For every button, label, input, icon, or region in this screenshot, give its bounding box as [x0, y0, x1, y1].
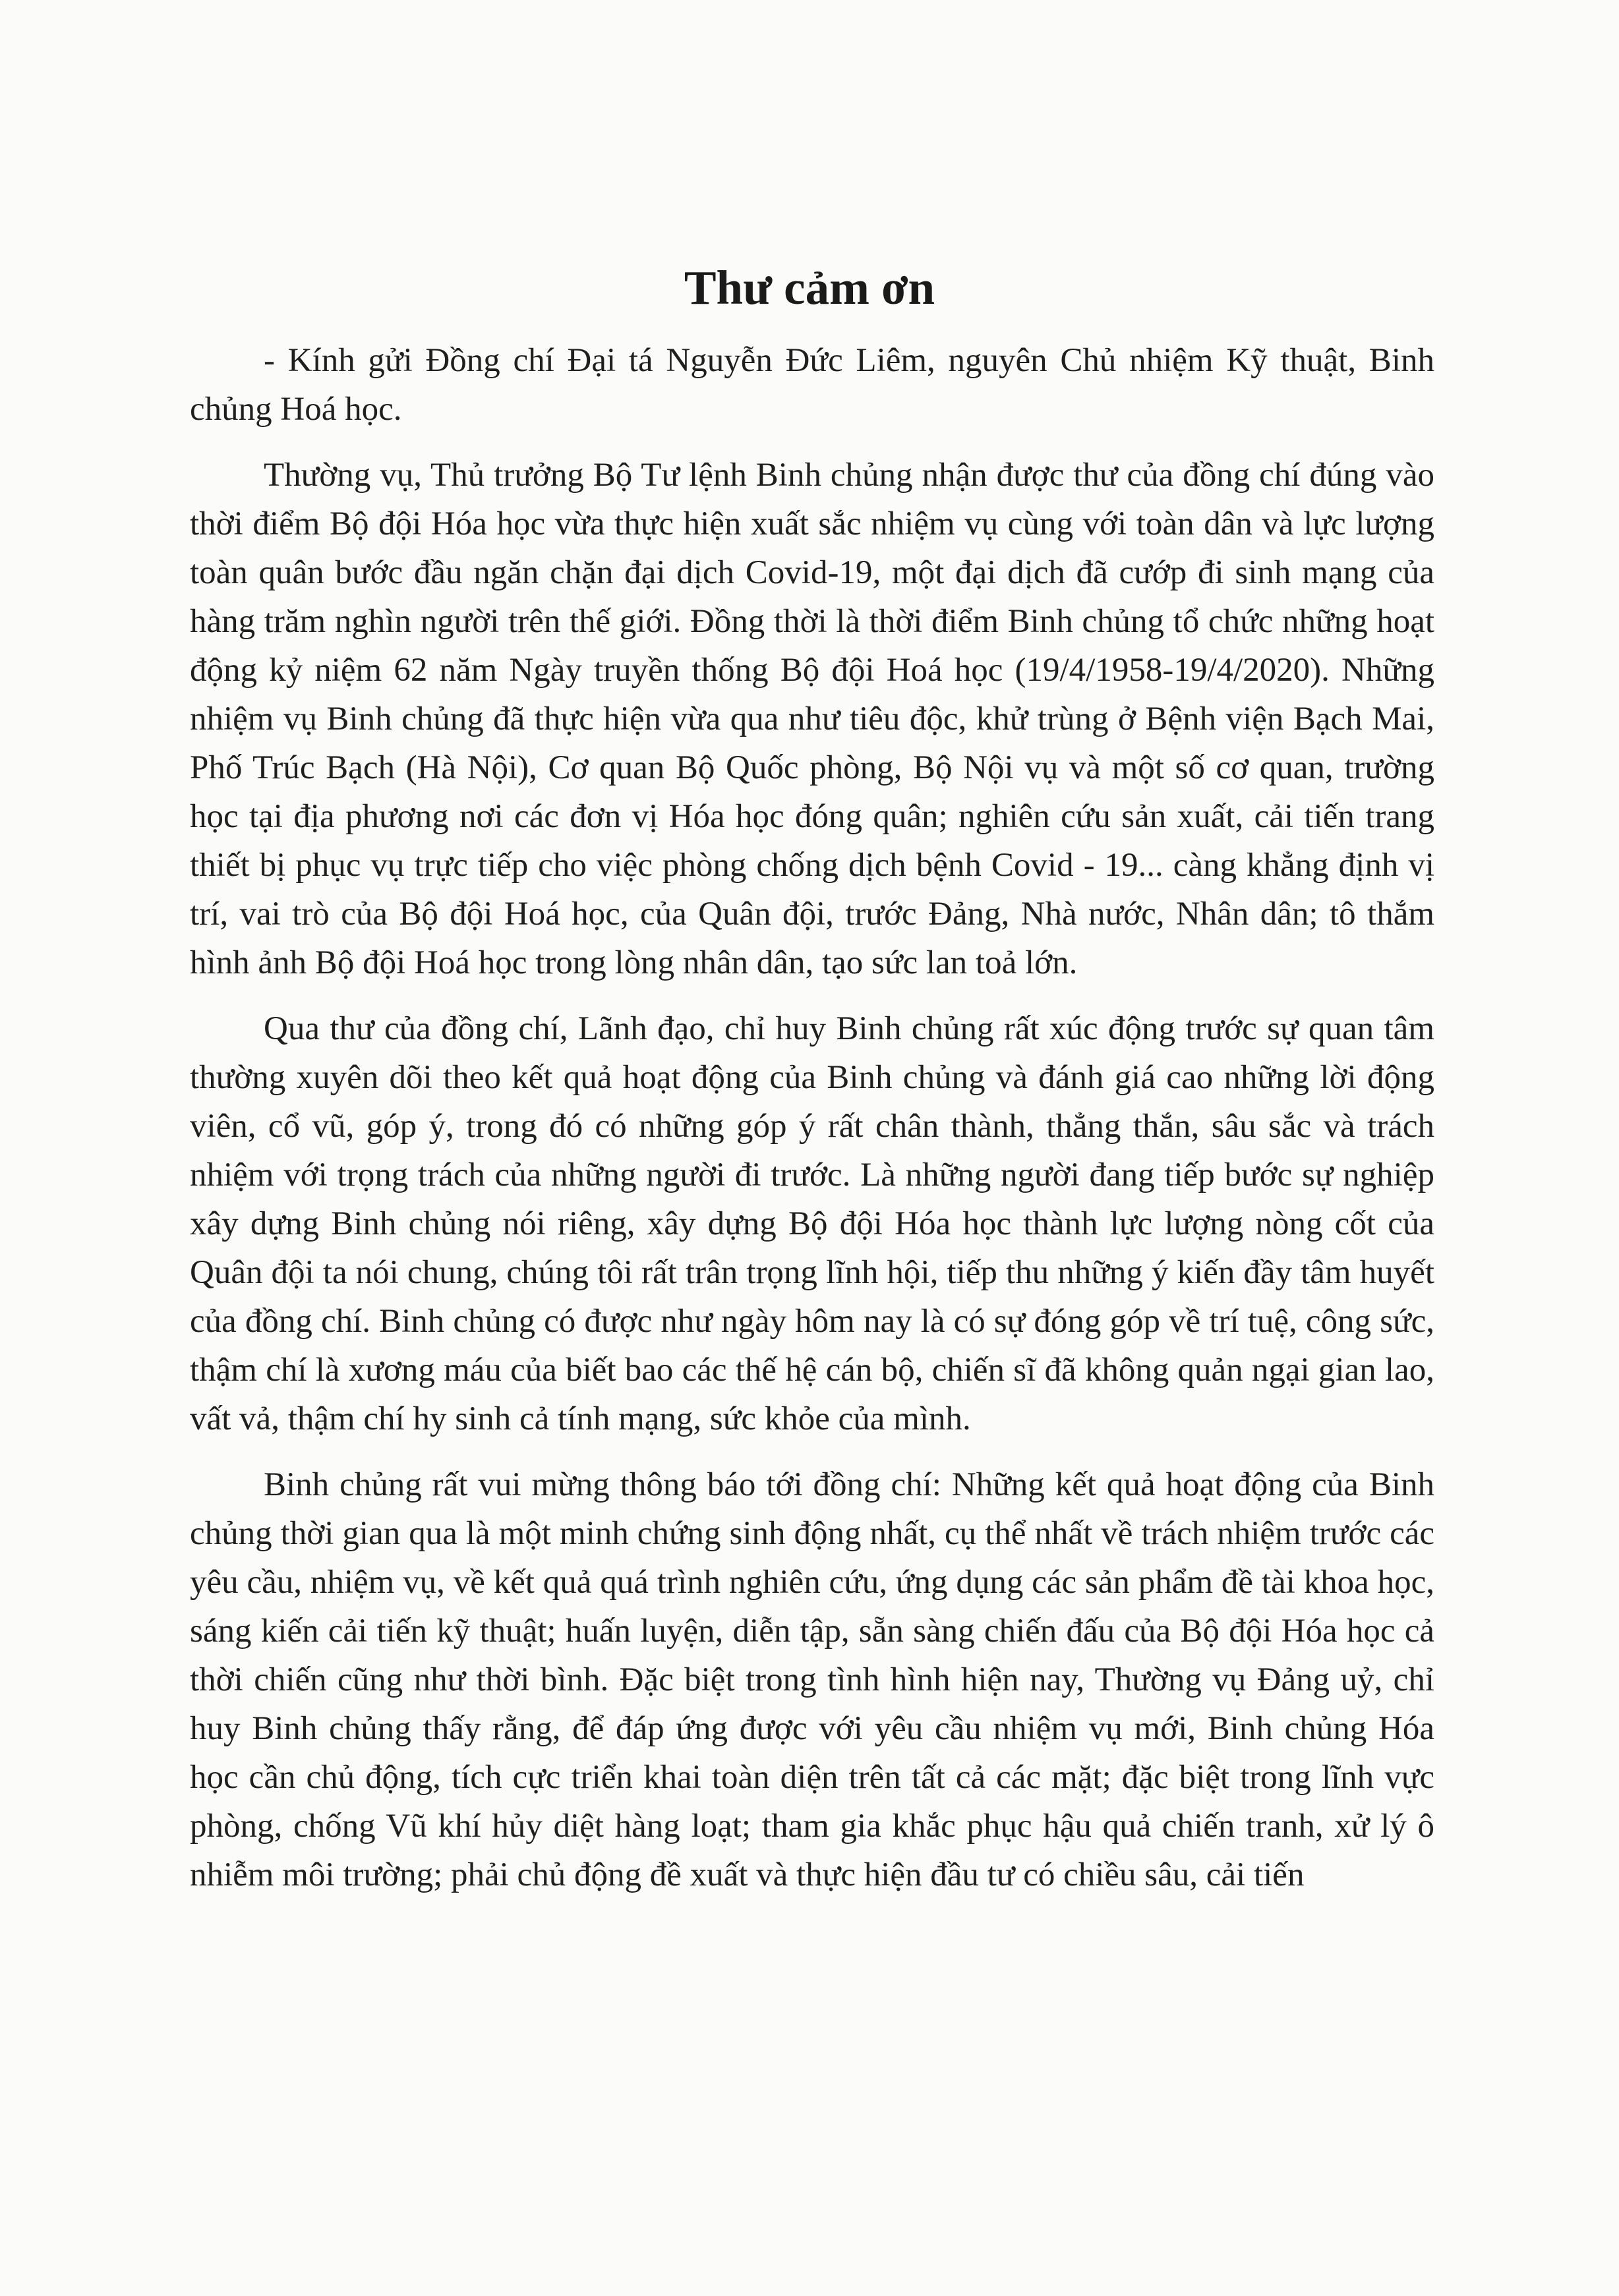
paragraph: Binh chủng rất vui mừng thông báo tới đồng chí: Những kết quả hoạt động của Binh chủng thời gian qua là một minh chứng sinh động nhất, cụ thể nhất về trách nhiệm trước các yêu cầu, nhiệm vụ, về kết quả quá trình nghiên cứu, ứng dụng các sản phẩm đề tài khoa học, sáng kiến cải tiến kỹ thuật; huấn luyện, diễn tập, sẵn sàng chiến đấu của Bộ đội Hóa học cả thời chiến cũng như thời bình. Đặc biệt trong tình hình hiện nay, Thường vụ Đảng uỷ, chỉ huy Binh chủng thấy rằng, để đáp ứng được với yêu cầu nhiệm vụ mới, Binh chủng Hóa học cần chủ động, tích cực triển khai toàn diện trên tất cả các mặt; đặc biệt trong lĩnh vực phòng, chống Vũ khí hủy diệt hàng loạt; tham gia khắc phục hậu quả chiến tranh, xử lý ô nhiễm môi trường; phải chủ động đề xuất và thực hiện đầu tư có chiều sâu, cải tiến [190, 1466, 1434, 1893]
paragraph: Thường vụ, Thủ trưởng Bộ Tư lệnh Binh chủng nhận được thư của đồng chí đúng vào thời điểm Bộ đội Hóa học vừa thực hiện xuất sắc nhiệm vụ cùng với toàn dân và lực lượng toàn quân bước đầu ngăn chặn đại dịch Covid-19, một đại dịch đã cướp đi sinh mạng của hàng trăm nghìn người trên thế giới. Đồng thời là thời điểm Binh chủng tổ chức những hoạt động kỷ niệm 62 năm Ngày truyền thống Bộ đội Hoá học (19/4/1958-19/4/2020). Những nhiệm vụ Binh chủng đã thực hiện vừa qua như tiêu độc, khử trùng ở Bệnh viện Bạch Mai, Phố Trúc Bạch (Hà Nội), Cơ quan Bộ Quốc phòng, Bộ Nội vụ và một số cơ quan, trường học tại địa phương nơi các đơn vị Hóa học đóng quân; nghiên cứu sản xuất, cải tiến trang thiết bị phục vụ trực tiếp cho việc phòng chống dịch bệnh Covid - 19... càng khẳng định vị trí, vai trò của Bộ đội Hoá học, của Quân đội, trước Đảng, Nhà nước, Nhân dân; tô thắm hình ảnh Bộ đội Hoá học trong lòng nhân dân, tạo sức lan toả lớn. [190, 457, 1434, 981]
salutation: - Kính gửi Đồng chí Đại tá Nguyễn Đức Liêm, nguyên Chủ nhiệm Kỹ thuật, Binh chủng Hoá học. [190, 342, 1434, 428]
document-title: Thư cảm ơn [684, 261, 935, 314]
letter-body [190, 336, 1434, 1899]
paragraph: Qua thư của đồng chí, Lãnh đạo, chỉ huy Binh chủng rất xúc động trước sự quan tâm thường xuyên dõi theo kết quả hoạt động của Binh chủng và đánh giá cao những lời động viên, cổ vũ, góp ý, trong đó có những góp ý rất chân thành, thẳng thắn, sâu sắc và trách nhiệm với trọng trách của những người đi trước. Là những người đang tiếp bước sự nghiệp xây dựng Binh chủng nói riêng, xây dựng Bộ đội Hóa học thành lực lượng nòng cốt của Quân đội ta nói chung, chúng tôi rất trân trọng lĩnh hội, tiếp thu những ý kiến đầy tâm huyết của đồng chí. Binh chủng có được như ngày hôm nay là có sự đóng góp về trí tuệ, công sức, thậm chí là xương máu của biết bao các thế hệ cán bộ, chiến sĩ đã không quản ngại gian lao, vất vả, thậm chí hy sinh cả tính mạng, sức khỏe của mình. [190, 1010, 1434, 1437]
